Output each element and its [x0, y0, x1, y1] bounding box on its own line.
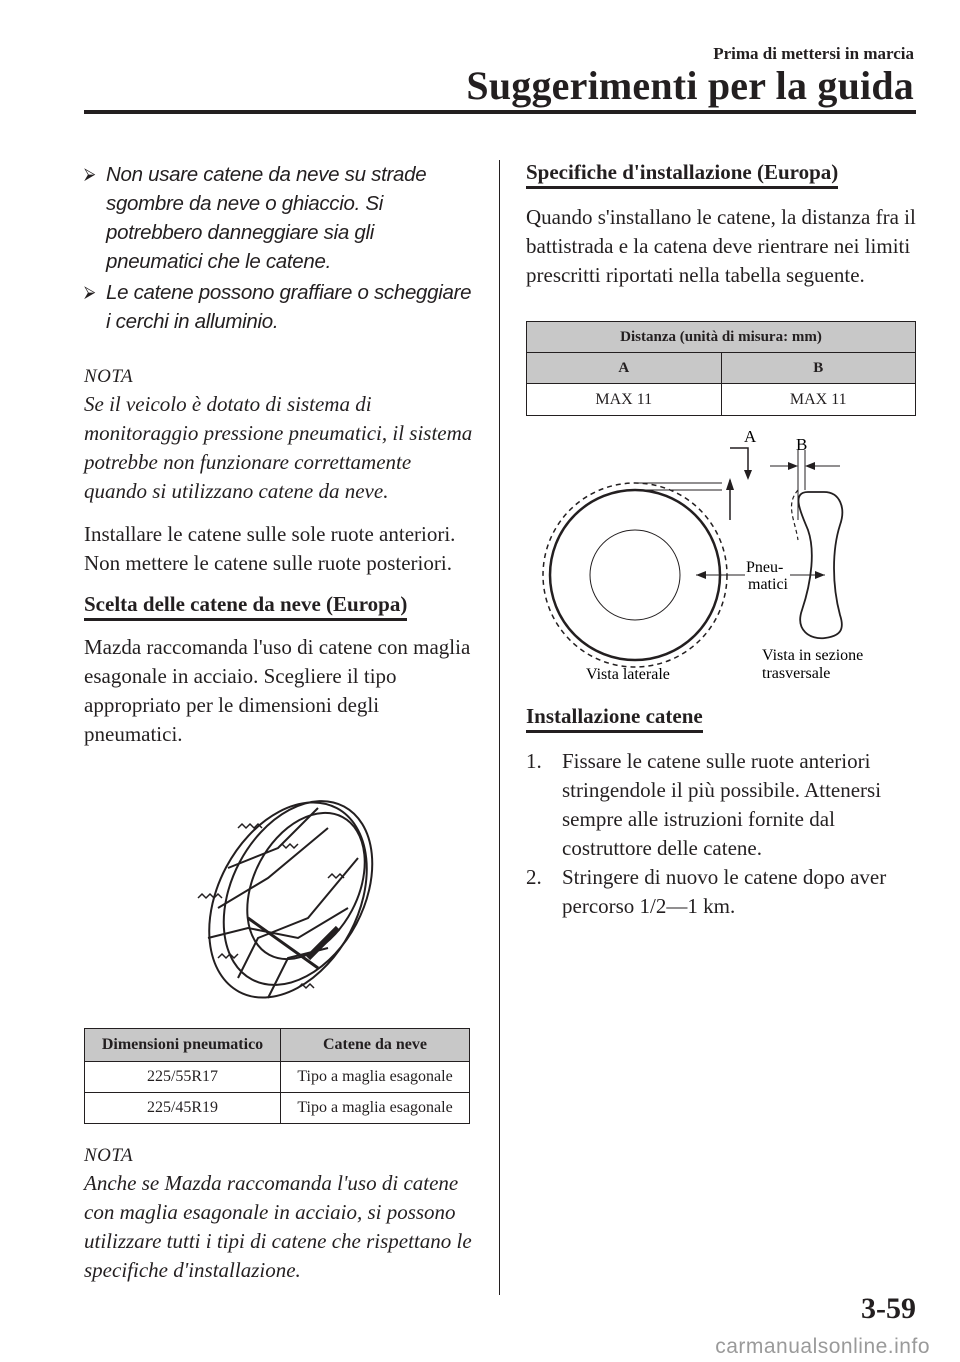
table-cell: Tipo a maglia esagonale [281, 1062, 470, 1093]
bullet-text: Le catene possono graffiare o scheggiare i cerchi in alluminio. [106, 281, 472, 333]
label-section-view: trasversale [762, 665, 831, 682]
header-rule [84, 110, 916, 114]
distance-table [526, 321, 916, 416]
right-column [526, 160, 918, 290]
step-number: 1. [526, 749, 542, 773]
label-side-view: Vista laterale [586, 666, 670, 683]
install-steps [526, 747, 918, 921]
label-section-view: Vista in sezione [762, 647, 864, 664]
snow-chain-illustration [178, 788, 398, 1010]
table-header: Dimensioni pneumatico [85, 1029, 281, 1062]
paragraph: Installare le catene sulle sole ruote anteriori. [84, 522, 456, 546]
label-a: A [744, 427, 757, 446]
table-header: Catene da neve [281, 1029, 470, 1062]
paragraph: Non mettere le catene sulle ruote posteriori. [84, 551, 452, 575]
page-title: Suggerimenti per la guida [466, 63, 914, 108]
install-section [526, 704, 918, 921]
table-row [527, 384, 916, 416]
column-divider [499, 160, 500, 1295]
header-section-label: Prima di mettersi in marcia [713, 44, 914, 63]
step-text: Fissare le catene sulle ruote anteriori stringendole il più possibile. Attenersi sempre alle istruzioni fornite dal costruttore delle catene. [562, 749, 882, 860]
table-header: A [527, 353, 722, 384]
label-tire: Pneu- [746, 559, 784, 576]
page-number: 3-59 [861, 1292, 916, 1325]
note-text: Anche se Mazda raccomanda l'uso di catene con maglia esagonale in acciaio, si possono utilizzare tutti i tipi di catene che rispettano le specifiche d'installazione. [84, 1171, 472, 1282]
chain-size-table [84, 1028, 470, 1124]
bullet-text: Non usare catene da neve su strade sgombre da neve o ghiaccio. Si potrebbero danneggiare sia gli pneumatici che le catene. [106, 163, 427, 273]
watermark: carmanualsonline.info [715, 1335, 930, 1358]
section-heading: Scelta delle catene da neve (Europa) [84, 592, 407, 621]
list-item [526, 747, 918, 863]
label-b: B [796, 435, 808, 454]
section-heading: Installazione catene [526, 704, 703, 733]
table-row [85, 1062, 470, 1093]
note-text: Se il veicolo è dotato di sistema di monitoraggio pressione pneumatici, il sistema potrebbe non funzionare correttamente quando si utilizzano catene da neve. [84, 392, 473, 503]
arrow-bullet-icon: ⮚ [84, 284, 96, 301]
table-cell: 225/55R17 [85, 1062, 281, 1093]
arrow-bullet-icon: ⮚ [84, 166, 96, 183]
table-header: B [721, 353, 916, 384]
note-heading: NOTA [84, 1145, 134, 1166]
table-cell: 225/45R19 [85, 1093, 281, 1124]
chain-clearance-diagram [540, 420, 900, 690]
table-row [85, 1093, 470, 1124]
table-cell: Tipo a maglia esagonale [281, 1093, 470, 1124]
table-cell: MAX 11 [721, 384, 916, 416]
table-title: Distanza (unità di misura: mm) [527, 322, 916, 353]
paragraph: Quando s'installano le catene, la distanza fra il battistrada e la catena deve rientrare nei limiti prescritti riportati nella tabella seguente. [526, 205, 916, 287]
warning-bullet [84, 278, 474, 336]
label-tire: matici [748, 576, 788, 593]
paragraph: Mazda raccomanda l'uso di catene con maglia esagonale in acciaio. Scegliere il tipo appropriato per le dimensioni degli pneumatici. [84, 635, 471, 746]
step-text: Stringere di nuovo le catene dopo aver percorso 1/2—1 km. [562, 865, 887, 918]
note-heading: NOTA [84, 366, 134, 387]
list-item [526, 863, 918, 921]
left-column [84, 160, 474, 749]
note-block [84, 1143, 476, 1285]
table-cell: MAX 11 [527, 384, 722, 416]
section-heading: Specifiche d'installazione (Europa) [526, 160, 838, 189]
warning-bullet [84, 160, 474, 276]
step-number: 2. [526, 865, 542, 889]
